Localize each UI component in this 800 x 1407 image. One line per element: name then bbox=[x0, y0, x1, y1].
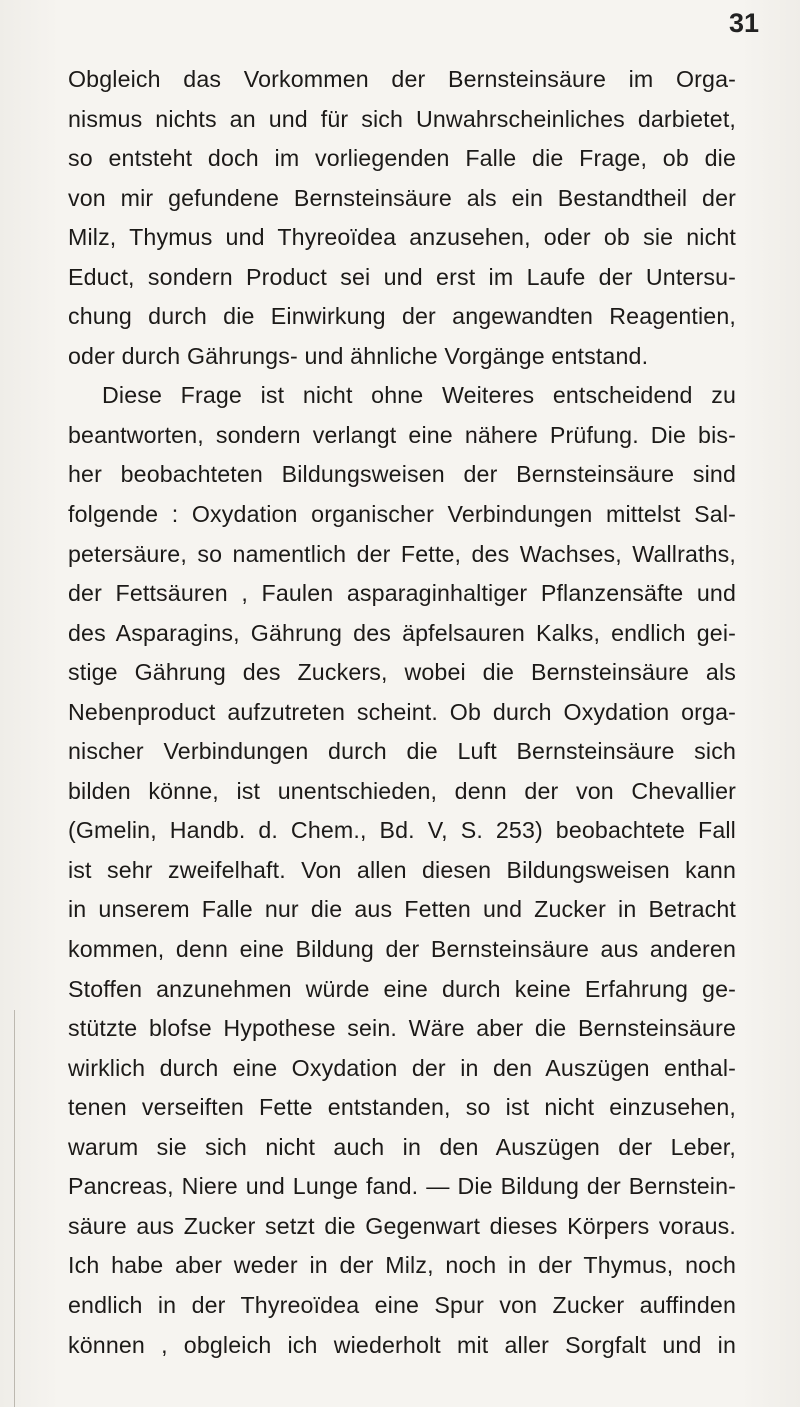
text-line: ist sehr zweifelhaft. Von allen diesen Bildungsweisen kann bbox=[68, 856, 736, 883]
body-text bbox=[68, 60, 736, 1365]
text-line: Educt, sondern Product sei und erst im Laufe der Untersu- bbox=[68, 263, 736, 290]
text-line: Obgleich das Vorkommen der Bernsteinsäure im Orga- bbox=[68, 66, 736, 92]
page-number: 31 bbox=[728, 8, 759, 38]
text-line: stützte blofse Hypothese sein. Wäre aber die Bernsteinsäure bbox=[68, 1015, 736, 1042]
text-line: der Fettsäuren , Faulen asparaginhaltiger Pflanzensäfte und bbox=[68, 580, 736, 607]
text-line: in unserem Falle nur die aus Fetten und Zucker in Betracht bbox=[68, 896, 736, 923]
text-line: von mir gefundene Bernsteinsäure als ein Bestandtheil der bbox=[68, 184, 736, 211]
text-line: beantworten, sondern verlangt eine nähere Prüfung. Die bis- bbox=[68, 421, 736, 448]
text-line: folgende : Oxydation organischer Verbindungen mittelst Sal- bbox=[68, 501, 736, 528]
text-line: des Asparagins, Gährung des äpfelsauren Kalks, endlich gei- bbox=[68, 619, 736, 646]
text-line: warum sie sich nicht auch in den Auszügen der Leber, bbox=[68, 1133, 736, 1160]
text-line: her beobachteten Bildungsweisen der Bernsteinsäure sind bbox=[68, 461, 736, 488]
text-line: so entsteht doch im vorliegenden Falle die Frage, ob die bbox=[68, 145, 736, 172]
text-line: stige Gährung des Zuckers, wobei die Bernsteinsäure als bbox=[68, 659, 736, 686]
page-edge-line bbox=[14, 1010, 15, 1407]
text-line: tenen verseiften Fette entstanden, so ist nicht einzusehen, bbox=[68, 1094, 736, 1121]
text-line: endlich in der Thyreoïdea eine Spur von Zucker auffinden bbox=[68, 1291, 736, 1318]
text-line: Pancreas, Niere und Lunge fand. — Die Bildung der Bernstein- bbox=[68, 1173, 736, 1200]
text-line: Diese Frage ist nicht ohne Weiteres entscheidend zu bbox=[102, 382, 736, 409]
text-line: kommen, denn eine Bildung der Bernsteinsäure aus anderen bbox=[68, 936, 736, 963]
text-line: Stoffen anzunehmen würde eine durch keine Erfahrung ge- bbox=[68, 975, 736, 1002]
text-line: nischer Verbindungen durch die Luft Bernsteinsäure sich bbox=[68, 738, 736, 765]
text-line: oder durch Gährungs- und ähnliche Vorgänge entstand. bbox=[68, 342, 649, 369]
text-line: können , obgleich ich wiederholt mit aller Sorgfalt und in bbox=[68, 1331, 736, 1358]
text-line: chung durch die Einwirkung der angewandten Reagentien, bbox=[68, 303, 736, 330]
text-line: Nebenproduct aufzutreten scheint. Ob durch Oxydation orga- bbox=[68, 698, 736, 725]
text-line: wirklich durch eine Oxydation der in den Auszügen enthal- bbox=[68, 1054, 736, 1081]
text-line: nismus nichts an und für sich Unwahrscheinliches darbietet, bbox=[68, 105, 736, 132]
text-line: petersäure, so namentlich der Fette, des Wachses, Wallraths, bbox=[68, 540, 736, 567]
text-line: bilden könne, ist unentschieden, denn der von Chevallier bbox=[68, 777, 736, 804]
text-line: (Gmelin, Handb. d. Chem., Bd. V, S. 253) beobachtete Fall bbox=[68, 817, 736, 844]
text-line: säure aus Zucker setzt die Gegenwart dieses Körpers voraus. bbox=[68, 1212, 736, 1239]
text-line: Ich habe aber weder in der Milz, noch in der Thymus, noch bbox=[68, 1252, 736, 1279]
text-line: Milz, Thymus und Thyreoïdea anzusehen, oder ob sie nicht bbox=[68, 224, 736, 251]
